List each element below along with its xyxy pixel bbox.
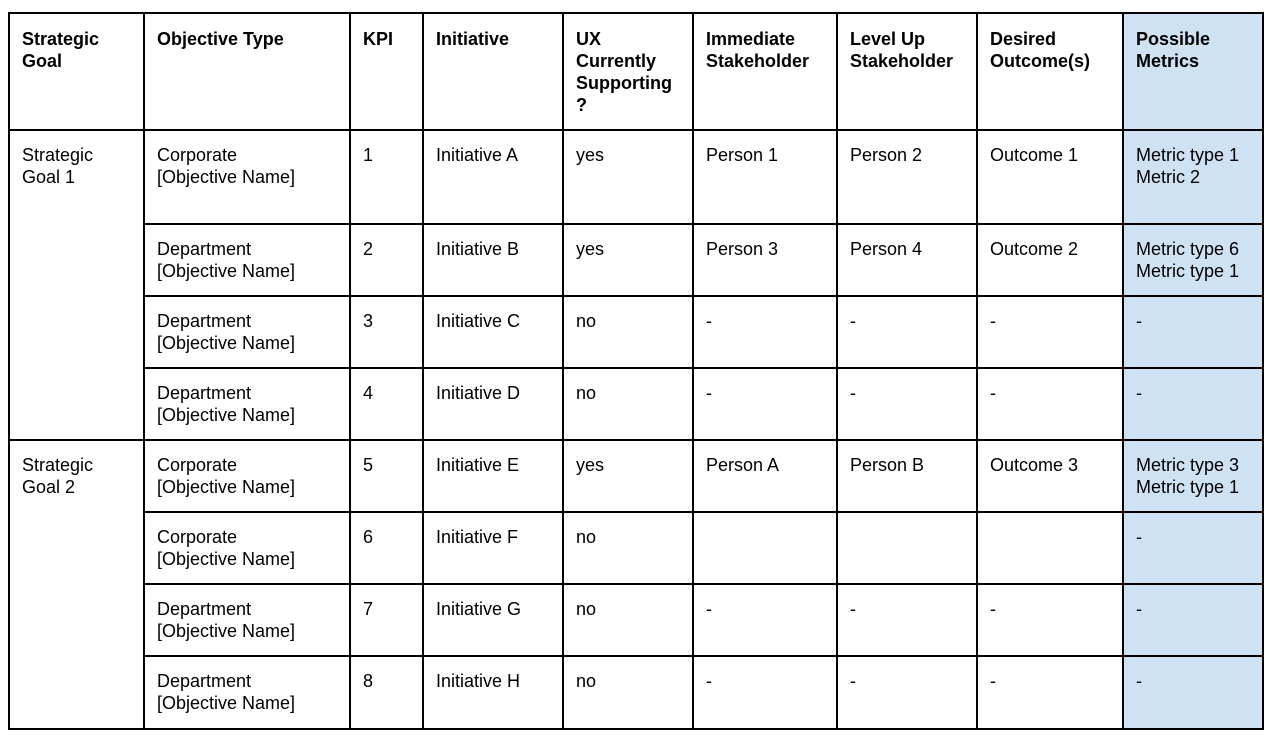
objective-cell: Department [Objective Name] (144, 368, 350, 440)
header-desired-outcomes: Desired Outcome(s) (977, 13, 1123, 130)
objective-cell: Corporate [Objective Name] (144, 512, 350, 584)
ux-supporting-cell: no (563, 296, 693, 368)
desired-outcome-cell: - (977, 296, 1123, 368)
level-up-stakeholder-cell: - (837, 296, 977, 368)
kpi-cell: 4 (350, 368, 423, 440)
level-up-stakeholder-cell: - (837, 584, 977, 656)
desired-outcome-cell: Outcome 1 (977, 130, 1123, 224)
header-kpi: KPI (350, 13, 423, 130)
table-row (9, 656, 1263, 729)
header-initiative: Initiative (423, 13, 563, 130)
initiative-cell: Initiative F (423, 512, 563, 584)
table-row (9, 512, 1263, 584)
possible-metrics-cell: Metric type 3 Metric type 1 (1123, 440, 1263, 512)
initiative-cell: Initiative G (423, 584, 563, 656)
immediate-stakeholder-cell: Person A (693, 440, 837, 512)
possible-metrics-cell: - (1123, 584, 1263, 656)
initiative-cell: Initiative D (423, 368, 563, 440)
immediate-stakeholder-cell: - (693, 584, 837, 656)
initiative-cell: Initiative C (423, 296, 563, 368)
level-up-stakeholder-cell: Person 2 (837, 130, 977, 224)
header-level-up-stakeholder: Level Up Stakeholder (837, 13, 977, 130)
possible-metrics-cell: Metric type 1 Metric 2 (1123, 130, 1263, 224)
kpi-cell: 7 (350, 584, 423, 656)
table-row (9, 296, 1263, 368)
immediate-stakeholder-cell: Person 3 (693, 224, 837, 296)
objective-cell: Department [Objective Name] (144, 656, 350, 729)
kpi-cell: 8 (350, 656, 423, 729)
initiative-cell: Initiative E (423, 440, 563, 512)
header-possible-metrics: Possible Metrics (1123, 13, 1263, 130)
okr-table (8, 12, 1264, 730)
desired-outcome-cell: - (977, 656, 1123, 729)
table-row (9, 440, 1263, 512)
objective-cell: Department [Objective Name] (144, 584, 350, 656)
possible-metrics-cell: - (1123, 656, 1263, 729)
kpi-cell: 2 (350, 224, 423, 296)
possible-metrics-cell: Metric type 6 Metric type 1 (1123, 224, 1263, 296)
kpi-cell: 5 (350, 440, 423, 512)
desired-outcome-cell: Outcome 3 (977, 440, 1123, 512)
immediate-stakeholder-cell: - (693, 368, 837, 440)
immediate-stakeholder-cell: - (693, 656, 837, 729)
kpi-cell: 3 (350, 296, 423, 368)
ux-supporting-cell: no (563, 512, 693, 584)
objective-cell: Corporate [Objective Name] (144, 440, 350, 512)
desired-outcome-cell: - (977, 584, 1123, 656)
immediate-stakeholder-cell: Person 1 (693, 130, 837, 224)
ux-supporting-cell: no (563, 584, 693, 656)
ux-supporting-cell: yes (563, 440, 693, 512)
level-up-stakeholder-cell: - (837, 368, 977, 440)
initiative-cell: Initiative A (423, 130, 563, 224)
objective-cell: Corporate [Objective Name] (144, 130, 350, 224)
kpi-cell: 1 (350, 130, 423, 224)
level-up-stakeholder-cell: - (837, 656, 977, 729)
table-row (9, 584, 1263, 656)
desired-outcome-cell (977, 512, 1123, 584)
objective-cell: Department [Objective Name] (144, 296, 350, 368)
strategic-goal-cell: Strategic Goal 1 (9, 130, 144, 440)
level-up-stakeholder-cell: Person B (837, 440, 977, 512)
initiative-cell: Initiative B (423, 224, 563, 296)
initiative-cell: Initiative H (423, 656, 563, 729)
ux-supporting-cell: no (563, 656, 693, 729)
immediate-stakeholder-cell (693, 512, 837, 584)
table-row (9, 224, 1263, 296)
immediate-stakeholder-cell: - (693, 296, 837, 368)
ux-supporting-cell: yes (563, 224, 693, 296)
table-row (9, 368, 1263, 440)
possible-metrics-cell: - (1123, 368, 1263, 440)
desired-outcome-cell: Outcome 2 (977, 224, 1123, 296)
header-ux-supporting: UX Currently Supporting ? (563, 13, 693, 130)
desired-outcome-cell: - (977, 368, 1123, 440)
possible-metrics-cell: - (1123, 512, 1263, 584)
level-up-stakeholder-cell: Person 4 (837, 224, 977, 296)
table-row (9, 130, 1263, 224)
header-immediate-stakeholder: Immediate Stakeholder (693, 13, 837, 130)
strategic-goal-cell: Strategic Goal 2 (9, 440, 144, 729)
header-objective-type: Objective Type (144, 13, 350, 130)
kpi-cell: 6 (350, 512, 423, 584)
ux-supporting-cell: no (563, 368, 693, 440)
level-up-stakeholder-cell (837, 512, 977, 584)
objective-cell: Department [Objective Name] (144, 224, 350, 296)
header-row (9, 13, 1263, 130)
header-strategic-goal: Strategic Goal (9, 13, 144, 130)
ux-supporting-cell: yes (563, 130, 693, 224)
possible-metrics-cell: - (1123, 296, 1263, 368)
